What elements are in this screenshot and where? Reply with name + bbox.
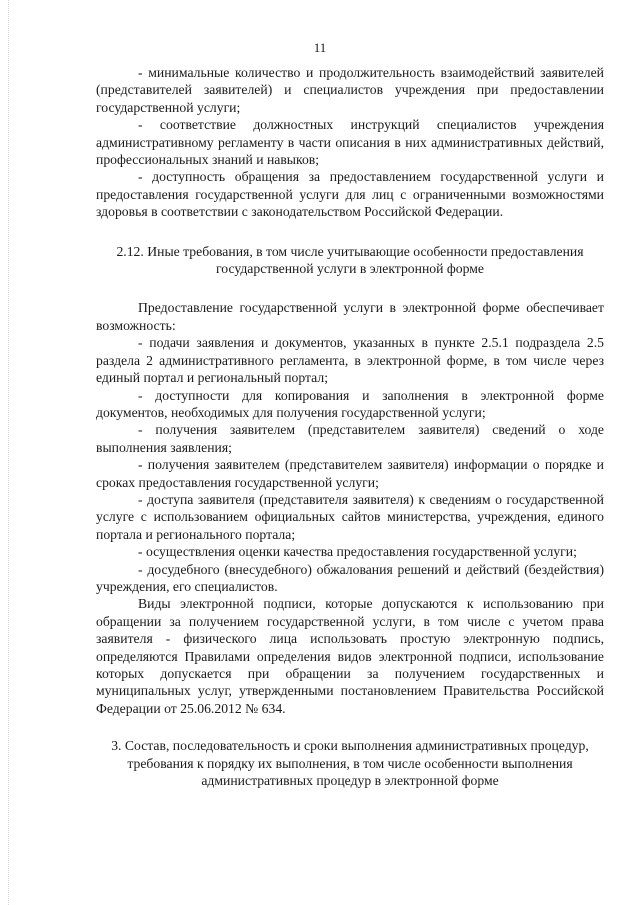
scan-edge-marks bbox=[8, 0, 10, 905]
paragraph-status-info: - получения заявителем (представителем заявителя) сведений о ходе выполнения заявления; bbox=[96, 422, 604, 455]
paragraph-quality-assessment: - осуществления оценки качества предоставления государственной услуги; bbox=[138, 544, 577, 560]
paragraph-appeal: - досудебного (внесудебного) обжалования решений и действий (бездействия) учреждения, его специалистов. bbox=[96, 561, 604, 594]
section-heading-2-12: 2.12. Иные требования, в том числе учитывающие особенности предоставления государственной услуги в электронной форме bbox=[116, 243, 584, 277]
paragraph-access-sites: - доступа заявителя (представителя заявителя) к сведениям о государственной услуге с использованием официальных сайтов министерства, учреждения, единого портала и регионального портала; bbox=[96, 491, 604, 542]
paragraph-accessibility: - доступность обращения за предоставлением государственной услуги и предоставления государственной услуги для лиц с ограниченными возможностями здоровья в соответствии с законодательством Российской Федерации. bbox=[96, 169, 604, 220]
paragraph-submit-application: - подачи заявления и документов, указанных в пункте 2.5.1 подраздела 2.5 раздела 2 административного регламента, в электронной форме, в том числе через единый портал и региональный портал; bbox=[96, 335, 604, 386]
paragraph-order-info: - получения заявителем (представителем заявителя) информации о порядке и сроках предоставления государственной услуги; bbox=[96, 457, 604, 490]
paragraph-copy-documents: - доступности для копирования и заполнения в электронной форме документов, необходимых для получения государственной услуги; bbox=[96, 387, 604, 420]
paragraph-min-interactions: - минимальные количество и продолжительность взаимодействий заявителей (представителей заявителей) и специалистов учреждения при предоставлении государственной услуги; bbox=[96, 65, 604, 115]
document-body bbox=[96, 64, 604, 789]
paragraph-electronic-signature: Виды электронной подписи, которые допускаются к использованию при обращении за получением государственной услуги, в том числе с учетом права заявителя - физического лица использовать простую электронную подпись, определяются Правилами определения видов электронной подписи, использование которых допускается при обращении за получением государственных и муниципальных услуг, утвержденными постановлением Правительства Российской Федерации от 25.06.2012 № 634. bbox=[96, 596, 604, 716]
page-number: 11 bbox=[313, 40, 327, 55]
section-heading-3: 3. Состав, последовательность и сроки выполнения административных процедур, требования к порядку их выполнения, в том числе особенности выполнения административных процедур в электронной форме bbox=[111, 738, 589, 789]
paragraph-electronic-intro: Предоставление государственной услуги в электронной форме обеспечивает возможность: bbox=[96, 300, 604, 333]
paragraph-job-instructions: - соответствие должностных инструкций специалистов учреждения административному регламенту в части описания в них административных действий, профессиональных знаний и навыков; bbox=[96, 117, 604, 168]
